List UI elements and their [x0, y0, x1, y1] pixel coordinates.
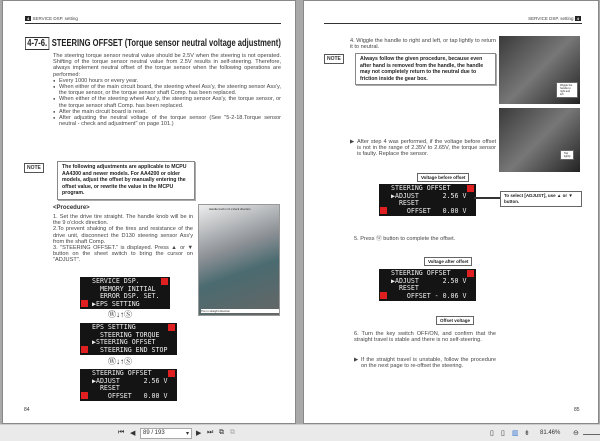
rotate-icon[interactable]: ⧉ — [219, 429, 224, 436]
single-page-icon[interactable]: ▯ — [490, 430, 494, 437]
note-label: NOTE — [324, 54, 344, 64]
after-step4 — [350, 139, 496, 158]
section-number: 4-7-6. — [25, 37, 49, 50]
last-page-button[interactable]: ⏭ — [207, 429, 214, 436]
lcd-line: STEERING OFFSET — [391, 269, 451, 277]
red-indicator — [380, 292, 387, 299]
step-5: 5. Press Ⓦ button to complete the offset. — [354, 236, 456, 242]
lcd-eps-setting — [80, 323, 177, 355]
continuous-icon[interactable]: ⇟ — [524, 430, 530, 437]
unstable-note — [354, 357, 496, 369]
photo-caption: Wiggle the handle to right and left — [556, 82, 578, 98]
page-number: 84 — [24, 407, 30, 413]
title-text: STEERING OFFSET (Torque sensor neutral voltage adjustment) — [51, 38, 281, 49]
lcd-line: ▶ADJUST 2.56 V — [92, 376, 168, 385]
lcd-line: OFFSET - 0.06 V — [391, 291, 467, 300]
divider — [25, 23, 281, 24]
step-1: 1. Set the drive tire straight. The handle knob will be in the 9 o'clock direction. — [53, 214, 193, 227]
bullet-item: ● When either of the main circuit board, the steering wheel Ass'y, the steering sensor Ass'y, the torque sensor, or the torque sensor shaft Comp. has been replaced. — [53, 84, 281, 96]
arrow-icon: Ⓦ↓↑Ⓢ — [108, 357, 132, 366]
dropdown-icon: ▾ — [185, 431, 189, 437]
lcd-line: ▶EPS SETTING — [92, 299, 140, 308]
lcd-line: STEERING END STOP — [92, 345, 168, 354]
step-3: 3. "STEERING OFFSET." is displayed. Press ▲ or ▼ button on the sheet switch to bring the cursor on "ADJUST". — [53, 245, 193, 264]
red-indicator — [168, 370, 175, 377]
bookmark-page-icon[interactable]: ▯ — [501, 430, 505, 437]
copy-icon[interactable]: ⧉ — [230, 429, 235, 436]
zoom-out-icon[interactable]: ⊖ — [573, 430, 579, 437]
callout-arrow — [474, 197, 500, 199]
procedure-heading: <Procedure> — [53, 205, 90, 211]
previous-page-button[interactable]: ◀ — [130, 430, 136, 437]
step-2: 2.To prevent shaking of the tires and resistance of the drive unit, disconnect the D130 steering sensor Ass'y from the shaft Comp. — [53, 226, 193, 245]
lcd-line: RESET — [92, 384, 120, 393]
offset-voltage-label: Offset voltage — [436, 316, 474, 325]
lcd-service-dsp — [80, 277, 170, 309]
step-4: 4. Wiggle the handle to right and left, or tap lightly to return it to neutral. — [350, 38, 496, 51]
arrow-icon: Ⓦ↓↑Ⓢ — [108, 310, 132, 319]
photo-caption: Tap lightly — [560, 150, 574, 160]
red-indicator — [380, 207, 387, 214]
steps — [53, 214, 193, 264]
two-page-icon[interactable]: ▥ — [512, 430, 519, 437]
next-page-button[interactable]: ▶ — [196, 430, 202, 437]
lcd-line: OFFSET 0.00 V — [92, 391, 168, 400]
lcd-line: RESET — [391, 199, 419, 208]
image-caption: Tire in straight direction — [201, 309, 279, 313]
red-indicator — [168, 324, 175, 331]
triangle-icon: ▶ — [354, 357, 359, 363]
lcd-line: ▶ADJUST 2.50 V — [391, 276, 467, 285]
first-page-button[interactable]: ⏮ — [118, 429, 125, 436]
photo-tap-lightly — [499, 108, 580, 172]
section-title — [25, 38, 281, 49]
image-caption: Handle knob in 9 o'clock direction — [209, 207, 251, 211]
lcd-steering-offset-after — [379, 269, 476, 301]
lcd-line: ▶ADJUST 2.56 V — [391, 191, 467, 200]
note-box: Always follow the given procedure, because even after hand is removed from the handle, the handle may not completely return to the neutral due to friction inside the gear box. — [355, 53, 496, 85]
left-page — [2, 0, 296, 424]
red-indicator — [81, 346, 88, 353]
header-text: SERVICE DSP. setting — [32, 16, 78, 21]
intro-text: The steering torque sensor neutral value should be 2.5V when the steering is not operated. Shifting of the torque sensor neutral value from 2.5V results in self-steering. Therefore, always implement neutral offset of the torque sensor when the following operations are performed: — [53, 53, 281, 78]
zoom-level[interactable]: 81.46% — [540, 430, 561, 436]
photo-wiggle-handle — [499, 36, 580, 104]
page-number: 85 — [574, 407, 580, 413]
lcd-line: STEERING OFFSET — [391, 184, 451, 192]
lcd-line: OFFSET 0.00 V — [391, 206, 467, 215]
divider — [324, 23, 582, 24]
unstable-note-text: If the straight travel is unstable, follow the procedure on the next page to re-offset the steering. — [361, 357, 496, 370]
note-label: NOTE — [24, 163, 44, 173]
page-number-input[interactable] — [140, 428, 192, 439]
chapter-number: 4 — [576, 16, 579, 21]
lcd-line: EPS SETTING — [92, 323, 136, 331]
bullet-item: ● After adjusting the neutral voltage of the torque sensor (See "5-2-18.Torque sensor neutral - check and adjustment" on page 101.) — [53, 115, 281, 127]
intro-block — [53, 53, 281, 127]
forklift-image — [198, 204, 280, 316]
header-text: SERVICE DSP. setting — [528, 16, 574, 21]
voltage-before-label: Voltage before offset — [417, 173, 469, 182]
bullet-item: ● After the main circuit board is reset. — [53, 109, 281, 115]
red-indicator — [467, 185, 474, 192]
pdf-toolbar — [0, 424, 600, 441]
chapter-number: 4 — [27, 16, 30, 21]
lcd-line: STEERING TORQUE — [92, 330, 160, 339]
lcd-line: ▶STEERING OFFSET — [92, 338, 156, 347]
note-box: The following adjustments are applicable to MCPU AA4300 and newer models. For AA4200 or older models, adjust the offset by manually entering the offset value, or rewrite the value in the MCPU program. — [57, 161, 195, 200]
lcd-steering-offset — [379, 184, 476, 216]
red-indicator — [161, 278, 168, 285]
lcd-line: MEMORY INITIAL — [92, 284, 156, 293]
page-header — [25, 16, 78, 21]
lcd-line: RESET — [391, 284, 419, 293]
lcd-line: SERVICE DSP. — [92, 277, 140, 285]
lcd-line: ERROR DSP. SET. — [92, 292, 160, 301]
voltage-after-label: Voltage after offset — [424, 257, 472, 266]
right-page — [303, 0, 599, 424]
adjust-callout: To select [ADJUST], use ▲ or ▼ button. — [500, 191, 582, 207]
red-indicator — [81, 392, 88, 399]
bullet-item: ● When either of the steering wheel Ass'y, the steering sensor Ass'y, the torque sensor, or the torque sensor shaft Comp. has been replaced. — [53, 96, 281, 108]
after-step4-text: After step 4 was performed, if the voltage before offset is not in the range of 2.35V to 2.65V, the torque sensor is faulty. Replace the sensor. — [357, 139, 496, 158]
bullet-item: ● Every 1000 hours or every year. — [53, 78, 281, 84]
lcd-steering-offset — [80, 369, 177, 401]
lcd-line: STEERING OFFSET — [92, 369, 152, 377]
red-indicator — [467, 270, 474, 277]
page-header — [528, 16, 581, 21]
page-field-value: 89 / 193 — [143, 430, 165, 436]
red-indicator — [81, 300, 88, 307]
step-6: 6. Turn the key switch OFF/ON, and confirm that the straight travel is stable and there is no self-steering. — [354, 331, 496, 344]
triangle-icon: ▶ — [350, 139, 355, 145]
zoom-slider[interactable] — [583, 434, 600, 435]
